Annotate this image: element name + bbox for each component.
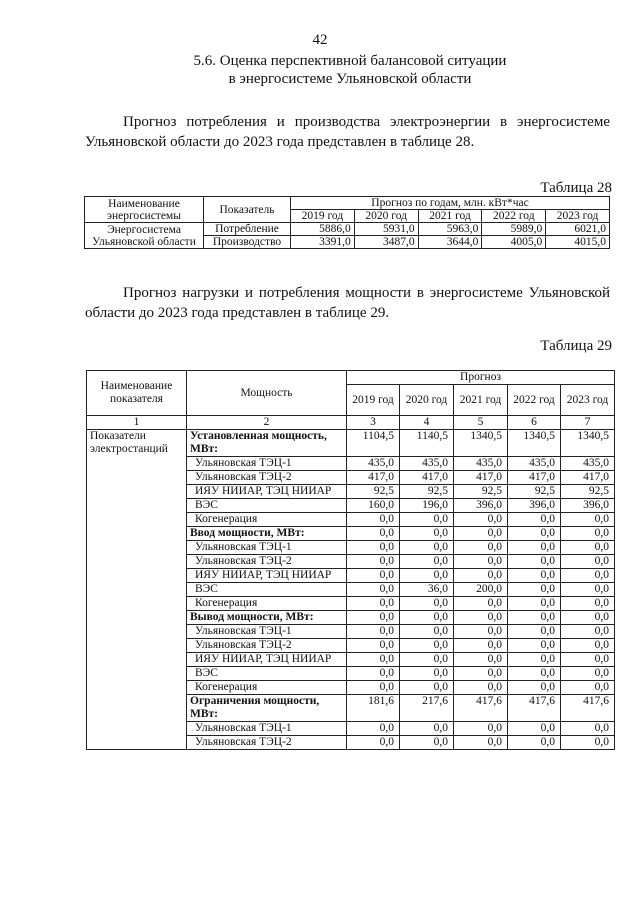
t29-row-label: Ульяновская ТЭЦ-2 xyxy=(187,471,347,485)
t29-cell: 417,0 xyxy=(454,471,508,485)
t29-cell: 0,0 xyxy=(347,736,400,750)
t29-cell: 0,0 xyxy=(561,513,615,527)
t28-cell: 6021,0 xyxy=(546,223,610,236)
t29-cell: 0,0 xyxy=(508,583,561,597)
t29-year-3: 2022 год xyxy=(508,385,561,416)
t29-cell: 0,0 xyxy=(400,597,454,611)
t29-cell: 435,0 xyxy=(400,457,454,471)
t28-year-2: 2021 год xyxy=(418,210,482,223)
t29-cell: 0,0 xyxy=(454,569,508,583)
t29-colnum-1: 2 xyxy=(187,416,347,430)
t29-cell: 0,0 xyxy=(400,527,454,541)
t29-cell: 0,0 xyxy=(561,625,615,639)
t29-cell: 0,0 xyxy=(400,541,454,555)
t28-cell: 3391,0 xyxy=(291,236,355,249)
t29-cell: 1340,5 xyxy=(508,430,561,457)
t28-head-indicator: Показатель xyxy=(204,197,291,223)
t29-cell: 0,0 xyxy=(508,555,561,569)
t29-cell: 0,0 xyxy=(400,736,454,750)
t29-cell: 196,0 xyxy=(400,499,454,513)
t29-cell: 396,0 xyxy=(508,499,561,513)
t29-row-label: Ульяновская ТЭЦ-2 xyxy=(187,639,347,653)
t29-row-label: Ульяновская ТЭЦ-2 xyxy=(187,555,347,569)
t29-cell: 0,0 xyxy=(508,639,561,653)
section-title-line1: 5.6. Оценка перспективной балансовой ситуации xyxy=(193,53,507,69)
t29-head-power: Мощность xyxy=(187,371,347,416)
t29-cell: 396,0 xyxy=(454,499,508,513)
t29-cell: 217,6 xyxy=(400,695,454,722)
t29-row-label: Когенерация xyxy=(187,597,347,611)
t29-cell: 0,0 xyxy=(508,625,561,639)
t29-cell: 0,0 xyxy=(454,625,508,639)
t29-cell: 0,0 xyxy=(454,555,508,569)
t29-cell: 0,0 xyxy=(400,667,454,681)
t29-cell: 0,0 xyxy=(347,527,400,541)
table-row xyxy=(87,430,615,457)
t29-cell: 0,0 xyxy=(347,639,400,653)
t29-cell: 0,0 xyxy=(561,667,615,681)
t28-year-0: 2019 год xyxy=(291,210,355,223)
t29-cell: 1140,5 xyxy=(400,430,454,457)
t29-cell: 0,0 xyxy=(347,597,400,611)
t29-row-label: ВЭС xyxy=(187,667,347,681)
t29-cell: 0,0 xyxy=(561,569,615,583)
t29-cell: 0,0 xyxy=(347,681,400,695)
t29-cell: 0,0 xyxy=(454,667,508,681)
t29-cell: 0,0 xyxy=(347,667,400,681)
t29-cell: 0,0 xyxy=(400,639,454,653)
t28-row-label: Потребление xyxy=(204,223,291,236)
t29-cell: 92,5 xyxy=(347,485,400,499)
t29-cell: 1104,5 xyxy=(347,430,400,457)
t29-year-4: 2023 год xyxy=(561,385,615,416)
t29-cell: 0,0 xyxy=(561,639,615,653)
t29-cell: 0,0 xyxy=(454,611,508,625)
t29-cell: 0,0 xyxy=(508,736,561,750)
t29-cell: 417,6 xyxy=(454,695,508,722)
t28-year-4: 2023 год xyxy=(546,210,610,223)
t29-cell: 0,0 xyxy=(508,541,561,555)
t29-colnum-2: 3 xyxy=(347,416,400,430)
section-title xyxy=(150,52,550,88)
t29-cell: 435,0 xyxy=(454,457,508,471)
t29-row-label: Установленная мощность, МВт: xyxy=(187,430,347,457)
t29-cell: 0,0 xyxy=(454,513,508,527)
t29-cell: 435,0 xyxy=(347,457,400,471)
t29-cell: 417,0 xyxy=(561,471,615,485)
t29-colnum-4: 5 xyxy=(454,416,508,430)
page-number: 42 xyxy=(312,32,328,48)
t29-year-0: 2019 год xyxy=(347,385,400,416)
t29-cell: 0,0 xyxy=(347,513,400,527)
t28-cell: 4005,0 xyxy=(482,236,546,249)
t28-system-name: Энергосистема Ульяновской области xyxy=(85,223,204,249)
t28-cell: 5886,0 xyxy=(291,223,355,236)
t29-cell: 0,0 xyxy=(508,611,561,625)
t29-cell: 0,0 xyxy=(400,611,454,625)
t29-cell: 417,0 xyxy=(347,471,400,485)
t29-cell: 0,0 xyxy=(347,541,400,555)
t29-row-label: Вывод мощности, МВт: xyxy=(187,611,347,625)
t29-cell: 36,0 xyxy=(400,583,454,597)
t29-cell: 0,0 xyxy=(400,625,454,639)
table-29 xyxy=(86,370,615,750)
t29-colnum-6: 7 xyxy=(561,416,615,430)
t29-cell: 0,0 xyxy=(508,667,561,681)
t28-head-name: Наименование энергосистемы xyxy=(85,197,204,223)
table-28 xyxy=(84,196,610,249)
t29-cell: 435,0 xyxy=(508,457,561,471)
t29-cell: 0,0 xyxy=(454,681,508,695)
t29-colnum-5: 6 xyxy=(508,416,561,430)
t29-row-label: Ульяновская ТЭЦ-1 xyxy=(187,722,347,736)
t29-cell: 92,5 xyxy=(508,485,561,499)
t28-row-label: Производство xyxy=(204,236,291,249)
t29-cell: 0,0 xyxy=(508,527,561,541)
t29-cell: 0,0 xyxy=(561,736,615,750)
t29-row-label: ВЭС xyxy=(187,583,347,597)
t29-cell: 92,5 xyxy=(454,485,508,499)
t29-cell: 160,0 xyxy=(347,499,400,513)
t29-group-label: Показатели электростанций xyxy=(87,430,187,750)
t29-cell: 1340,5 xyxy=(454,430,508,457)
t29-row-label: ИЯУ НИИАР, ТЭЦ НИИАР xyxy=(187,569,347,583)
t28-year-3: 2022 год xyxy=(482,210,546,223)
t29-cell: 92,5 xyxy=(400,485,454,499)
t29-cell: 0,0 xyxy=(454,597,508,611)
t29-cell: 417,6 xyxy=(561,695,615,722)
t29-cell: 0,0 xyxy=(454,736,508,750)
t29-cell: 0,0 xyxy=(400,569,454,583)
t29-cell: 0,0 xyxy=(347,611,400,625)
t28-cell: 3644,0 xyxy=(418,236,482,249)
t29-cell: 0,0 xyxy=(400,722,454,736)
t29-cell: 0,0 xyxy=(347,722,400,736)
t28-cell: 5931,0 xyxy=(354,223,418,236)
t29-row-label: Ульяновская ТЭЦ-1 xyxy=(187,625,347,639)
t29-cell: 0,0 xyxy=(561,611,615,625)
t29-cell: 0,0 xyxy=(561,583,615,597)
paragraph-table29-intro: Прогноз нагрузки и потребления мощности в энергосистеме Ульяновской области до 2023 года представлен в таблице 29. xyxy=(85,285,610,321)
t29-cell: 0,0 xyxy=(561,541,615,555)
t28-cell: 5963,0 xyxy=(418,223,482,236)
section-title-line2: в энергосистеме Ульяновской области xyxy=(228,71,472,87)
t29-cell: 0,0 xyxy=(508,681,561,695)
t29-colnum-3: 4 xyxy=(400,416,454,430)
t29-cell: 0,0 xyxy=(454,527,508,541)
t29-cell: 92,5 xyxy=(561,485,615,499)
t29-cell: 0,0 xyxy=(347,555,400,569)
t29-cell: 0,0 xyxy=(508,569,561,583)
t29-cell: 0,0 xyxy=(347,583,400,597)
t29-head-forecast: Прогноз xyxy=(347,371,615,385)
t29-row-label: ИЯУ НИИАР, ТЭЦ НИИАР xyxy=(187,485,347,499)
t29-year-1: 2020 год xyxy=(400,385,454,416)
t28-head-forecast: Прогноз по годам, млн. кВт*час xyxy=(291,197,610,210)
t29-row-label: Ульяновская ТЭЦ-2 xyxy=(187,736,347,750)
t29-cell: 0,0 xyxy=(454,639,508,653)
t29-cell: 0,0 xyxy=(400,513,454,527)
t29-cell: 0,0 xyxy=(400,681,454,695)
t29-cell: 0,0 xyxy=(561,597,615,611)
table29-caption: Таблица 29 xyxy=(540,338,612,354)
t29-cell: 0,0 xyxy=(508,722,561,736)
t29-row-label: Ограничения мощности, МВт: xyxy=(187,695,347,722)
t29-head-name: Наименование показателя xyxy=(87,371,187,416)
t29-cell: 0,0 xyxy=(508,513,561,527)
t29-cell: 417,0 xyxy=(508,471,561,485)
t28-year-1: 2020 год xyxy=(354,210,418,223)
t29-cell: 0,0 xyxy=(508,597,561,611)
t29-cell: 0,0 xyxy=(347,653,400,667)
t28-cell: 4015,0 xyxy=(546,236,610,249)
t29-cell: 435,0 xyxy=(561,457,615,471)
t29-row-label: ИЯУ НИИАР, ТЭЦ НИИАР xyxy=(187,653,347,667)
paragraph-table28-intro: Прогноз потребления и производства электроэнергии в энергосистеме Ульяновской области до 2023 года представлен в таблице 28. xyxy=(85,114,610,150)
t29-cell: 417,0 xyxy=(400,471,454,485)
t29-cell: 0,0 xyxy=(400,653,454,667)
t29-cell: 0,0 xyxy=(400,555,454,569)
t29-cell: 0,0 xyxy=(561,527,615,541)
t29-cell: 181,6 xyxy=(347,695,400,722)
t28-cell: 3487,0 xyxy=(354,236,418,249)
t29-cell: 396,0 xyxy=(561,499,615,513)
t28-cell: 5989,0 xyxy=(482,223,546,236)
t29-row-label: Ульяновская ТЭЦ-1 xyxy=(187,541,347,555)
t29-cell: 200,0 xyxy=(454,583,508,597)
t29-row-label: ВЭС xyxy=(187,499,347,513)
t29-cell: 0,0 xyxy=(561,555,615,569)
t29-cell: 0,0 xyxy=(508,653,561,667)
t29-cell: 0,0 xyxy=(347,569,400,583)
t29-colnum-0: 1 xyxy=(87,416,187,430)
t29-cell: 417,6 xyxy=(508,695,561,722)
t29-cell: 0,0 xyxy=(347,625,400,639)
t29-row-label: Ввод мощности, МВт: xyxy=(187,527,347,541)
t29-cell: 0,0 xyxy=(561,722,615,736)
t29-cell: 0,0 xyxy=(454,653,508,667)
t29-row-label: Ульяновская ТЭЦ-1 xyxy=(187,457,347,471)
t29-row-label: Когенерация xyxy=(187,681,347,695)
t29-row-label: Когенерация xyxy=(187,513,347,527)
t29-year-2: 2021 год xyxy=(454,385,508,416)
t29-cell: 0,0 xyxy=(561,681,615,695)
t29-cell: 0,0 xyxy=(454,722,508,736)
table28-caption: Таблица 28 xyxy=(540,180,612,196)
t29-cell: 0,0 xyxy=(561,653,615,667)
t29-cell: 0,0 xyxy=(454,541,508,555)
t29-cell: 1340,5 xyxy=(561,430,615,457)
